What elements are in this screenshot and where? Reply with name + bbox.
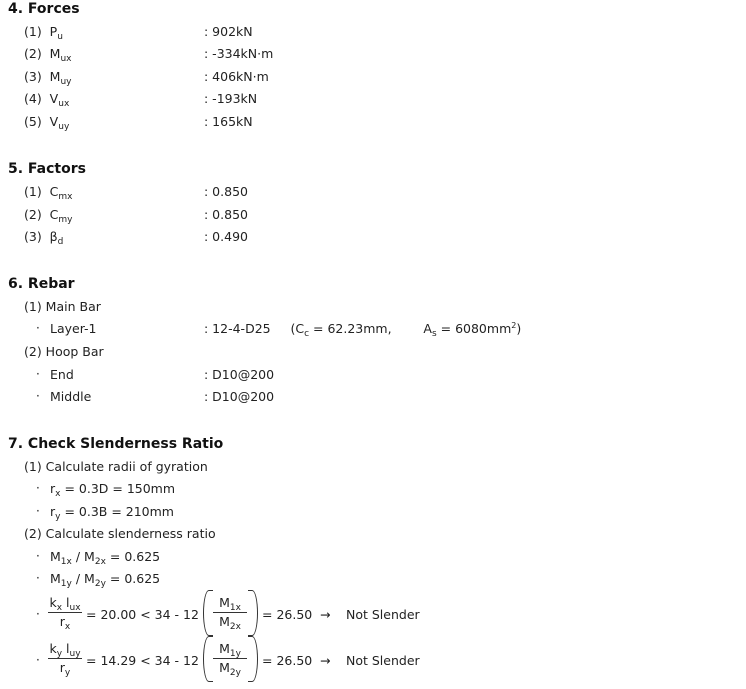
bullet-icon: ·: [36, 481, 40, 495]
lhs-expression: = 20.00 < 34 - 12: [86, 607, 199, 622]
section-heading-rebar: 6. Rebar: [8, 276, 75, 292]
rhs-value: = 26.50: [262, 607, 313, 622]
main-bar-label: (1) Main Bar: [24, 299, 101, 314]
list-item: (4) $V_{ux}$: [24, 91, 70, 109]
hoop-middle-label: Middle: [50, 389, 92, 404]
ry-formula: $r_y = 0.3B = 210mm$: [50, 504, 174, 522]
moment-ratio-fraction: $M_{1y}$ $M_{2y}$: [213, 641, 247, 675]
section-heading-slenderness: 7. Check Slenderness Ratio: [8, 436, 224, 452]
bullet-icon: ·: [36, 367, 40, 381]
hoop-end-value: : D10@200: [204, 367, 275, 382]
bullet-icon: ·: [36, 389, 40, 403]
right-parenthesis: [248, 636, 258, 682]
list-item: (1) $C_{mx}$: [24, 184, 73, 202]
bullet-icon: ·: [36, 653, 40, 667]
hoop-bar-label: (2) Hoop Bar: [24, 344, 104, 359]
hoop-middle-value: : D10@200: [204, 389, 275, 404]
layer-value: : 12-4-D25 ($C_c = 62.23mm$, $A_s = 6080mm^2$): [204, 321, 522, 339]
moment-ratio-fraction: $M_{1x}$ $M_{2x}$: [213, 595, 247, 629]
section-heading-forces: 4. Forces: [8, 1, 80, 17]
list-item: (2) $C_{my}$: [24, 207, 73, 225]
force-value: : 406kN·m: [204, 69, 269, 84]
lhs-expression: = 14.29 < 34 - 12: [86, 653, 199, 668]
list-item: (5) $V_{uy}$: [24, 114, 70, 132]
radii-title: (1) Calculate radii of gyration: [24, 459, 208, 474]
list-item: (2) $M_{ux}$: [24, 46, 72, 64]
bullet-icon: ·: [36, 571, 40, 585]
kl-over-r-fraction: $k_y$ $l_{uy}$ $r_y$: [49, 641, 81, 678]
ratio-title: (2) Calculate slenderness ratio: [24, 526, 216, 541]
force-value: : -334kN·m: [204, 46, 274, 61]
left-parenthesis: [203, 636, 213, 682]
section-heading-factors: 5. Factors: [8, 161, 86, 177]
factor-value: : 0.850: [204, 184, 248, 199]
force-value: : 165kN: [204, 114, 253, 129]
rhs-value: = 26.50: [262, 653, 313, 668]
list-item: (3) $\beta_d$: [24, 229, 64, 247]
result-label: Not Slender: [346, 653, 420, 668]
layer-label: Layer-1: [50, 321, 97, 336]
list-item: (1) $P_u$: [24, 24, 63, 42]
force-value: : 902kN: [204, 24, 253, 39]
factor-value: : 0.490: [204, 229, 248, 244]
hoop-end-label: End: [50, 367, 74, 382]
bullet-icon: ·: [36, 549, 40, 563]
right-parenthesis: [248, 590, 258, 636]
arrow-right-icon: →: [320, 653, 331, 668]
m-ratio-x: $M_{1x} / M_{2x} = 0.625$: [50, 549, 161, 567]
arrow-right-icon: →: [320, 607, 331, 622]
list-item: (3) $M_{uy}$: [24, 69, 72, 87]
bullet-icon: ·: [36, 504, 40, 518]
bullet-icon: ·: [36, 607, 40, 621]
left-parenthesis: [203, 590, 213, 636]
result-label: Not Slender: [346, 607, 420, 622]
kl-over-r-fraction: $k_x$ $l_{ux}$ $r_x$: [49, 595, 81, 632]
rx-formula: $r_x = 0.3D = 150mm$: [50, 481, 176, 499]
force-value: : -193kN: [204, 91, 258, 106]
m-ratio-y: $M_{1y} / M_{2y} = 0.625$: [50, 571, 161, 589]
bullet-icon: ·: [36, 321, 40, 335]
factor-value: : 0.850: [204, 207, 248, 222]
